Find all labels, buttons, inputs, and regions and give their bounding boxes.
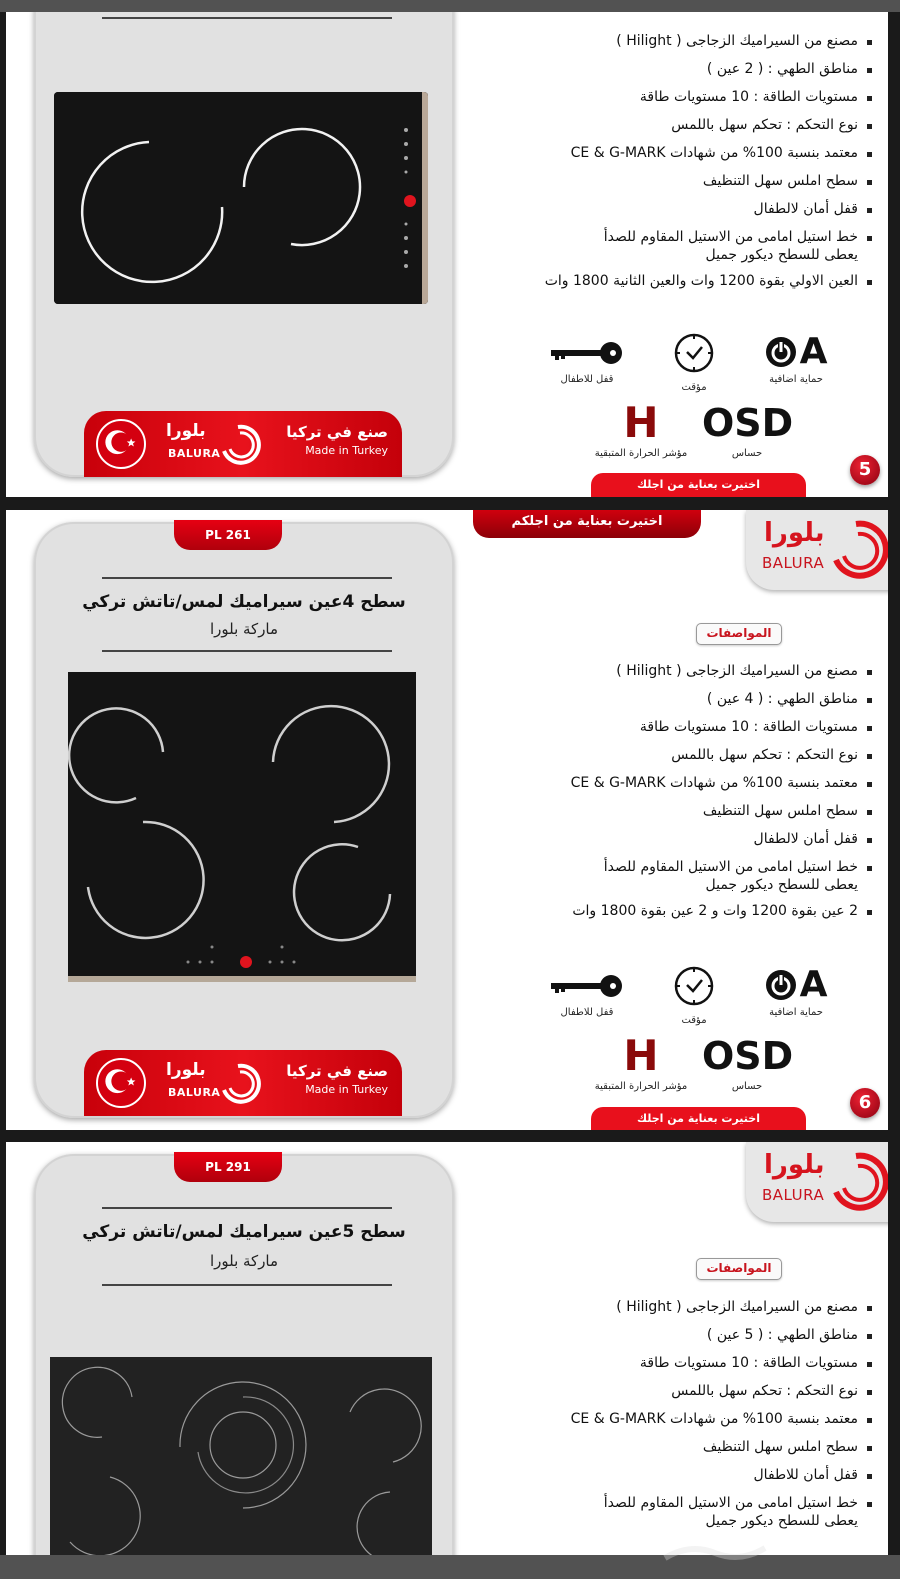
spec-item: مستويات الطاقة : 10 مستويات طاقة [472,718,872,736]
brand-logo: بلورا BALURA [746,510,888,590]
made-in-turkey-ar: صنع في تركيا [286,1062,388,1080]
made-in-turkey-banner [84,1050,402,1116]
divider [102,577,392,579]
made-in-turkey-en: Made in Turkey [305,444,388,457]
chosen-for-you-all-banner: اختيرت بعناية من اجلكم [473,510,701,538]
divider [102,650,392,652]
spec-item: خط استيل امامى من الاستيل المقاوم للصدأ [472,858,872,876]
spec-item: خط استيل امامى من الاستيل المقاوم للصدأ [472,1494,872,1512]
feature-extra-protection: A حماية اضافية [756,334,836,385]
catalog-page-5 [6,12,888,497]
clock-icon [673,332,715,374]
divider [102,1207,392,1209]
feature-sensor: OSD حساس [702,1034,794,1092]
feature-timer: مؤقت [664,965,724,1026]
page-number-badge: 5 [850,455,880,485]
spec-item: مصنع من السيراميك الزجاجى ( Hilight ) [472,1298,872,1316]
spec-item: معتمد بنسبة 100% من شهادات CE & G-MARK [472,144,872,162]
swirl-logo-icon [218,1060,264,1106]
product-brand: ماركة بلورا [209,1252,279,1270]
catalog-page-6 [6,510,888,1130]
spec-item: قفل أمان للاطفال [472,1466,872,1484]
spec-item: 2 عين بقوة 1200 وات و 2 عين بقوة 1800 وات [472,902,872,920]
spec-item: خط استيل امامى من الاستيل المقاوم للصدأ [472,228,872,246]
spec-item: معتمد بنسبة 100% من شهادات CE & G-MARK [472,774,872,792]
brand-logo-mini: بلورا BALURA [166,1060,266,1106]
spec-item: نوع التحكم : تحكم سهل باللمس [472,746,872,764]
key-icon [551,340,623,366]
spec-item: مستويات الطاقة : 10 مستويات طاقة [472,1354,872,1372]
chosen-for-you-banner: اختيرت بعناية من اجلك [591,1107,806,1130]
made-in-turkey-ar: صنع في تركيا [286,423,388,441]
spec-item: مناطق الطهي : ( 2 عين ) [472,60,872,78]
power-icon [765,969,797,1001]
spec-item: سطح املس سهل التنظيف [472,1438,872,1456]
cooktop-image-2-burner [54,92,428,304]
spec-item: مصنع من السيراميك الزجاجى ( Hilight ) [472,662,872,680]
cooktop-image-4-burner [68,672,416,982]
spec-item-continued: يعطى للسطح ديكور جميل [705,877,858,893]
product-title: سطح 5عين سيراميك لمس/تاتش تركي [82,1222,406,1242]
specs-badge: المواصفات [696,623,782,645]
spec-item: معتمد بنسبة 100% من شهادات CE & G-MARK [472,1410,872,1428]
feature-residual-heat: H مؤشر الحرارة المتبقية [594,1031,688,1092]
product-title: سطح 4عين سيراميك لمس/تاتش تركي [82,592,406,612]
product-card [34,522,454,1118]
watermark-logo-icon [660,1538,770,1568]
divider [102,1284,392,1286]
turkey-flag-icon [96,419,146,469]
brand-logo: بلورا BALURA [746,1142,888,1222]
clock-icon [673,965,715,1007]
power-icon [765,336,797,368]
spec-item: مناطق الطهي : ( 4 عين ) [472,690,872,708]
feature-extra-protection: A حماية اضافية [756,967,836,1018]
catalog-page-7 [6,1142,888,1555]
feature-timer: مؤقت [664,332,724,393]
product-card [34,12,454,477]
feature-child-lock: قفل للاطفال [542,340,632,385]
divider [102,17,392,19]
made-in-turkey-en: Made in Turkey [305,1083,388,1096]
spec-item: سطح املس سهل التنظيف [472,172,872,190]
spec-item: نوع التحكم : تحكم سهل باللمس [472,116,872,134]
feature-icons [536,964,856,1092]
turkey-flag-icon [96,1058,146,1108]
spec-item: قفل أمان لالطفال [472,830,872,848]
spec-item-continued: يعطى للسطح ديكور جميل [705,1513,858,1529]
product-brand: ماركة بلورا [209,620,279,638]
spec-item: قفل أمان لالطفال [472,200,872,218]
spec-item: نوع التحكم : تحكم سهل باللمس [472,1382,872,1400]
top-bar [0,0,900,12]
feature-icons [536,331,856,459]
product-card [34,1154,454,1555]
feature-sensor: OSD حساس [702,401,794,459]
swirl-logo-icon [826,516,888,584]
model-tab: PL 261 [174,520,282,550]
spec-item: سطح املس سهل التنظيف [472,802,872,820]
brand-logo-mini: بلورا BALURA [166,421,266,467]
specs-list [472,32,872,300]
feature-residual-heat: H مؤشر الحرارة المتبقية [594,398,688,459]
swirl-logo-icon [218,421,264,467]
made-in-turkey-banner [84,411,402,477]
spec-item-continued: يعطى للسطح ديكور جميل [705,247,858,263]
spec-item: مصنع من السيراميك الزجاجى ( Hilight ) [472,32,872,50]
spec-item: العين الاولي بقوة 1200 وات والعين الثانية 1800 وات [472,272,872,290]
chosen-for-you-banner: اختيرت بعناية من اجلك [591,473,806,497]
key-icon [551,973,623,999]
page-number-badge: 6 [850,1088,880,1118]
specs-badge: المواصفات [696,1258,782,1280]
feature-child-lock: قفل للاطفال [542,973,632,1018]
swirl-logo-icon [826,1148,888,1216]
spec-item: مناطق الطهي : ( 5 عين ) [472,1326,872,1344]
cooktop-image-5-burner [50,1357,432,1555]
spec-item: مستويات الطاقة : 10 مستويات طاقة [472,88,872,106]
specs-list [472,662,872,930]
model-tab: PL 291 [174,1152,282,1182]
specs-list [472,1298,872,1540]
